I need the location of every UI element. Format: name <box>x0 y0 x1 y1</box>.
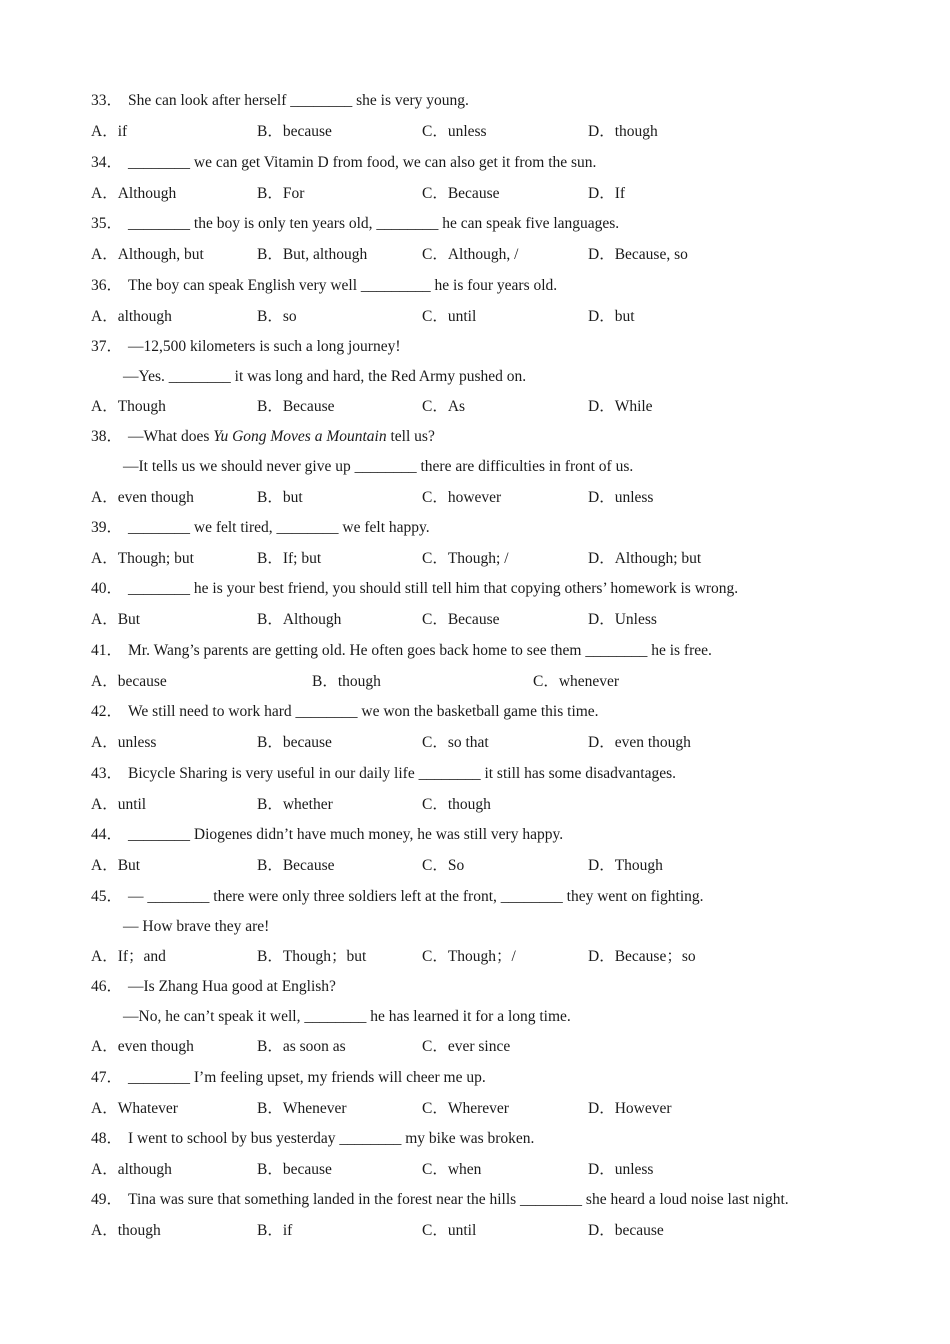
option-a[interactable]: A．though <box>91 1222 161 1239</box>
option-c[interactable]: C．Though；/ <box>422 948 516 965</box>
option-a[interactable]: A．Although, but <box>91 246 204 263</box>
option-a[interactable]: A．even though <box>91 489 194 506</box>
question-34: 34． ________ we can get Vitamin D from food, we can also get it from the sun. <box>91 154 597 171</box>
option-c[interactable]: C．ever since <box>422 1038 511 1055</box>
option-d[interactable]: D．Though <box>588 857 663 874</box>
question-42: 42． We still need to work hard ________ we won the basketball game this time. <box>91 703 599 720</box>
question-37-line-2: —Yes. ________ it was long and hard, the Red Army pushed on. <box>123 368 527 385</box>
question-45: 45． — ________ there were only three soldiers left at the front, ________ they went on fighting. <box>91 888 704 905</box>
option-a[interactable]: A．Although <box>91 185 177 202</box>
option-c[interactable]: C．so that <box>422 734 489 751</box>
question-48: 48． I went to school by bus yesterday ________ my bike was broken. <box>91 1130 535 1147</box>
option-a[interactable]: A．But <box>91 611 141 628</box>
option-c[interactable]: C．however <box>422 489 502 506</box>
question-43: 43． Bicycle Sharing is very useful in our daily life ________ it still has some disadvantages. <box>91 765 677 782</box>
option-a[interactable]: A．although <box>91 1161 172 1178</box>
option-d[interactable]: D．While <box>588 398 653 415</box>
option-a[interactable]: A．Whatever <box>91 1100 178 1117</box>
option-b[interactable]: B．but <box>257 489 303 506</box>
option-a[interactable]: A．unless <box>91 734 157 751</box>
option-c[interactable]: C．though <box>422 796 491 813</box>
option-a[interactable]: A．although <box>91 308 172 325</box>
option-b[interactable]: B．so <box>257 308 297 325</box>
option-b[interactable]: B．But, although <box>257 246 368 263</box>
option-c[interactable]: C．Although, / <box>422 246 519 263</box>
option-b[interactable]: B．though <box>312 673 381 690</box>
question-38-line-2: —It tells us we should never give up ________ there are difficulties in front of us. <box>123 458 634 475</box>
option-d[interactable]: D．unless <box>588 1161 654 1178</box>
option-b[interactable]: B．If; but <box>257 550 322 567</box>
option-b[interactable]: B．whether <box>257 796 333 813</box>
option-b[interactable]: B．as soon as <box>257 1038 346 1055</box>
option-c[interactable]: C．Because <box>422 185 500 202</box>
option-a[interactable]: A．until <box>91 796 147 813</box>
option-c[interactable]: C．whenever <box>533 673 620 690</box>
option-c[interactable]: C．until <box>422 308 477 325</box>
option-c[interactable]: C．As <box>422 398 466 415</box>
option-c[interactable]: C．So <box>422 857 465 874</box>
question-44: 44． ________ Diogenes didn’t have much money, he was still very happy. <box>91 826 564 843</box>
option-a[interactable]: A．because <box>91 673 167 690</box>
option-c[interactable]: C．Though; / <box>422 550 509 567</box>
option-d[interactable]: D．because <box>588 1222 664 1239</box>
option-a[interactable]: A．If；and <box>91 948 166 965</box>
option-b[interactable]: B．Because <box>257 857 335 874</box>
option-b[interactable]: B．if <box>257 1222 293 1239</box>
option-c[interactable]: C．Wherever <box>422 1100 509 1117</box>
question-40: 40． ________ he is your best friend, you should still tell him that copying others’ homework is wrong. <box>91 580 739 597</box>
option-b[interactable]: B．because <box>257 734 332 751</box>
option-b[interactable]: B．Although <box>257 611 342 628</box>
question-46: 46． —Is Zhang Hua good at English? <box>91 978 336 995</box>
option-c[interactable]: C．Because <box>422 611 500 628</box>
question-49: 49． Tina was sure that something landed in the forest near the hills ________ she heard a loud noise last night. <box>91 1191 789 1208</box>
option-d[interactable]: D．though <box>588 123 658 140</box>
option-d[interactable]: D．even though <box>588 734 691 751</box>
option-b[interactable]: B．For <box>257 185 305 202</box>
option-d[interactable]: D．If <box>588 185 626 202</box>
option-a[interactable]: A．Though; but <box>91 550 194 567</box>
option-d[interactable]: D．Although; but <box>588 550 702 567</box>
option-b[interactable]: B．Though；but <box>257 948 367 965</box>
option-a[interactable]: A．Though <box>91 398 166 415</box>
option-d[interactable]: D．Because；so <box>588 948 696 965</box>
option-a[interactable]: A．But <box>91 857 141 874</box>
question-47: 47． ________ I’m feeling upset, my friends will cheer me up. <box>91 1069 486 1086</box>
option-d[interactable]: D．Because, so <box>588 246 688 263</box>
question-37: 37． —12,500 kilometers is such a long journey! <box>91 338 401 355</box>
option-c[interactable]: C．when <box>422 1161 482 1178</box>
option-b[interactable]: B．Whenever <box>257 1100 347 1117</box>
question-46-line-2: —No, he can’t speak it well, ________ he has learned it for a long time. <box>123 1008 571 1025</box>
option-d[interactable]: D．but <box>588 308 635 325</box>
option-a[interactable]: A．if <box>91 123 128 140</box>
question-35: 35． ________ the boy is only ten years old, ________ he can speak five languages. <box>91 215 620 232</box>
question-33: 33． She can look after herself ________ she is very young. <box>91 92 469 109</box>
option-b[interactable]: B．Because <box>257 398 335 415</box>
question-38: 38． —What does Yu Gong Moves a Mountain tell us? <box>91 428 435 445</box>
question-41: 41． Mr. Wang’s parents are getting old. He often goes back home to see them ________ he is free. <box>91 642 712 659</box>
option-c[interactable]: C．until <box>422 1222 477 1239</box>
option-d[interactable]: D．However <box>588 1100 672 1117</box>
question-36: 36． The boy can speak English very well _________ he is four years old. <box>91 277 558 294</box>
option-a[interactable]: A．even though <box>91 1038 194 1055</box>
option-b[interactable]: B．because <box>257 1161 332 1178</box>
option-d[interactable]: D．unless <box>588 489 654 506</box>
question-39: 39． ________ we felt tired, ________ we felt happy. <box>91 519 430 536</box>
option-c[interactable]: C．unless <box>422 123 487 140</box>
option-b[interactable]: B．because <box>257 123 332 140</box>
question-45-line-2: — How brave they are! <box>123 918 270 935</box>
option-d[interactable]: D．Unless <box>588 611 657 628</box>
